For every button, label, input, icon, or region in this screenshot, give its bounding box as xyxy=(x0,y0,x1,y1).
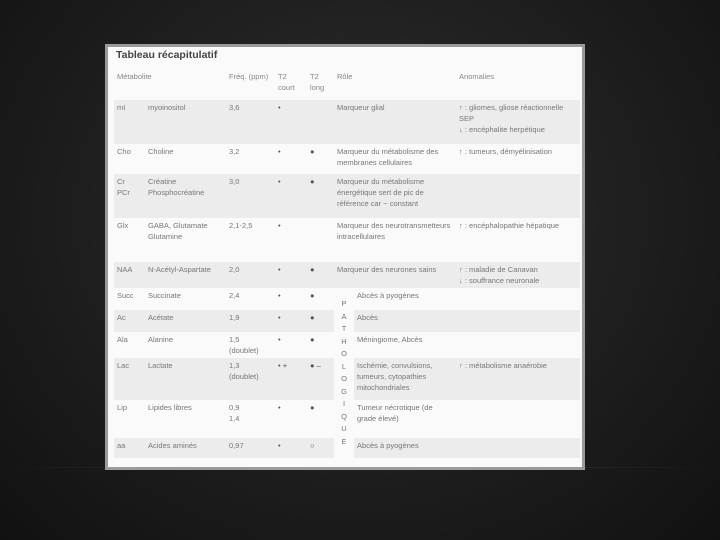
cell-anomalies: ↑ : encéphalopathie hépatique xyxy=(459,221,560,230)
table-row xyxy=(114,288,580,310)
cell-t2-court: • xyxy=(278,221,281,230)
cell-abbr: Cho xyxy=(117,147,131,156)
table-row xyxy=(114,100,580,144)
pathologique-letter: U xyxy=(341,424,347,433)
cell-anomalies: ↑ : métabolisme anaérobie xyxy=(456,358,580,400)
cell-role: Marqueur des neurones sains xyxy=(334,262,456,288)
cell-abbr: Lip xyxy=(117,403,128,412)
summary-table-image xyxy=(105,44,585,470)
cell-name: Choline xyxy=(148,147,174,156)
cell-freq: 0,9 1,4 xyxy=(229,403,240,423)
cell-role: Tumeur nécrotique (de grade élevé) xyxy=(357,403,433,423)
cell-t2-long: ○ xyxy=(307,438,334,458)
cell-name: Acides aminés xyxy=(145,438,226,458)
cell-role: Abcès à pyogènes xyxy=(357,291,419,300)
pathologique-letter: Q xyxy=(341,411,347,421)
cell-t2-long: ● xyxy=(310,147,315,156)
pathologique-letter: P xyxy=(341,299,347,308)
cell-name: GABA, Glutamate Glutamine xyxy=(148,221,208,241)
cell-anomalies xyxy=(456,400,580,438)
cell-abbr: aa xyxy=(114,438,145,458)
cell-t2-court: • xyxy=(278,335,281,344)
cell-abbr: Ala xyxy=(117,335,128,344)
table-row xyxy=(114,262,580,288)
cell-t2-long: ● xyxy=(310,291,315,300)
cell-anomalies: ↑ : gliomes, gliose réactionnelle SEP ↓ : encéphalite herpétique xyxy=(456,100,580,144)
cell-name: Créatine Phosphocréatine xyxy=(145,174,226,218)
cell-name: Alanine xyxy=(148,335,174,344)
cell-t2-long: ● – xyxy=(307,358,334,400)
cell-t2-court: • + xyxy=(275,358,307,400)
cell-t2-long: ● xyxy=(307,174,334,218)
pathologique-vertical-label xyxy=(334,288,354,458)
cell-freq: 1,9 xyxy=(226,310,275,332)
pathologique-letter: E xyxy=(341,436,347,446)
header-row xyxy=(114,69,580,100)
cell-freq: 0,97 xyxy=(226,438,275,458)
cell-t2-long: ● xyxy=(307,262,334,288)
cell-name: Lipides libres xyxy=(148,403,192,412)
cell-abbr: Lac xyxy=(114,358,145,400)
pathologique-letter: O xyxy=(341,374,347,383)
cell-name: N-Acétyl-Aspartate xyxy=(145,262,226,288)
cell-name: Succinate xyxy=(148,291,181,300)
table-row xyxy=(114,174,580,218)
cell-role: Marqueur des neurotransmetteurs intracellulaires xyxy=(337,221,451,241)
cell-t2-long: ● xyxy=(307,310,334,332)
cell-abbr: Cr PCr xyxy=(114,174,145,218)
cell-freq: 1,3 (doublet) xyxy=(226,358,275,400)
pathologique-letter: G xyxy=(341,386,347,396)
header-metabolite: Métabolite xyxy=(117,72,152,81)
cell-t2-court: • xyxy=(278,403,281,412)
cell-t2-long xyxy=(307,100,334,144)
cell-abbr: Glx xyxy=(117,221,129,230)
pathologique-letter: I xyxy=(342,399,346,408)
cell-anomalies xyxy=(456,174,580,218)
cell-freq: 1,5 (doublet) xyxy=(229,335,259,355)
cell-abbr: mI xyxy=(114,100,145,144)
cell-role: Marqueur du métabolisme énergétique sert de pic de référence car ~ constant xyxy=(334,174,456,218)
cell-t2-court: • xyxy=(275,438,307,458)
cell-anomalies: ↑ : tumeurs, démyélinisation xyxy=(459,147,552,156)
pathologique-letter: H xyxy=(341,336,347,346)
header-anomalies: Anomalies xyxy=(459,72,495,81)
cell-t2-court: • xyxy=(275,262,307,288)
cell-role: Abcès à pyogènes xyxy=(354,438,456,458)
cell-anomalies xyxy=(456,332,580,358)
cell-name: myoinositol xyxy=(145,100,226,144)
cell-t2-long: ● xyxy=(310,335,315,344)
cell-t2-court: • xyxy=(278,291,281,300)
cell-t2-court: • xyxy=(278,147,281,156)
cell-freq: 3,2 xyxy=(229,147,240,156)
cell-t2-court: • xyxy=(275,100,307,144)
table-row xyxy=(114,218,580,262)
cell-role: Ischémie, convulsions, tumeurs, cytopathies mitochondriales xyxy=(354,358,456,400)
table-title: Tableau récapitulatif xyxy=(116,49,218,61)
cell-role: Méningiome, Abcès xyxy=(357,335,423,344)
cell-abbr: NAA xyxy=(114,262,145,288)
header-t2-long: T2 long xyxy=(310,72,325,92)
cell-t2-long xyxy=(307,218,334,262)
cell-t2-court: • xyxy=(275,310,307,332)
cell-anomalies xyxy=(456,438,580,458)
cell-freq: 2,4 xyxy=(229,291,240,300)
header-t2-court: T2 court xyxy=(278,72,295,92)
cell-t2-court: • xyxy=(275,174,307,218)
cell-anomalies xyxy=(456,310,580,332)
table-row xyxy=(114,144,580,174)
metabolite-table xyxy=(114,69,580,458)
cell-freq: 2,1-2,5 xyxy=(229,221,253,230)
cell-role: Abcès xyxy=(354,310,456,332)
cell-anomalies xyxy=(456,288,580,310)
cell-anomalies: ↑ : maladie de Canavan ↓ : souffrance neuronale xyxy=(456,262,580,288)
cell-name: Acétate xyxy=(145,310,226,332)
pathologique-letter: A xyxy=(341,311,347,321)
cell-freq: 3,6 xyxy=(226,100,275,144)
pathologique-letter: O xyxy=(341,349,347,358)
cell-role: Marqueur glial xyxy=(334,100,456,144)
cell-abbr: Ac xyxy=(114,310,145,332)
header-freq: Fréq. (ppm) xyxy=(229,72,269,81)
pathologique-letter: L xyxy=(341,361,347,371)
pathologique-letter: T xyxy=(341,324,347,333)
cell-t2-long: ● xyxy=(310,403,315,412)
cell-freq: 2,0 xyxy=(226,262,275,288)
table-body xyxy=(114,100,580,458)
cell-name: Lactate xyxy=(145,358,226,400)
cell-role: Marqueur du métabolisme des membranes cellulaires xyxy=(337,147,439,167)
header-roles: Rôle xyxy=(337,72,353,81)
cell-abbr: Succ xyxy=(117,291,134,300)
cell-freq: 3,0 xyxy=(226,174,275,218)
